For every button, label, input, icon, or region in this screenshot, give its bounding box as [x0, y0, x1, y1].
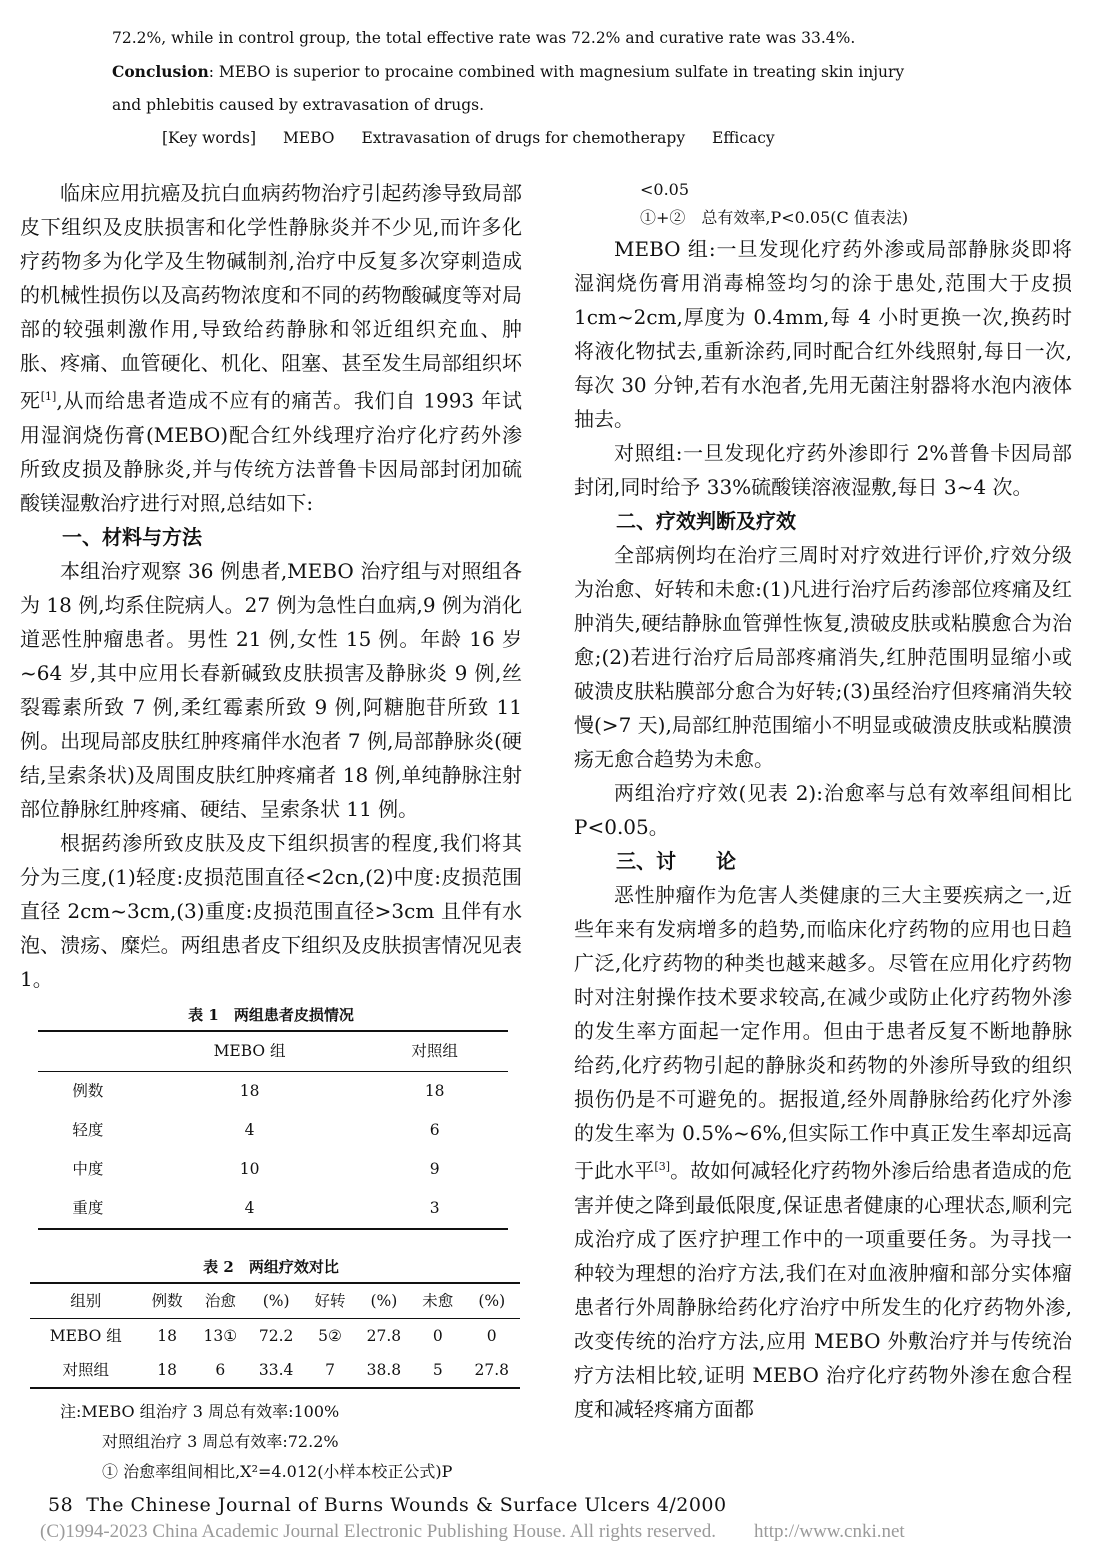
table-cell: 18 — [157, 1326, 177, 1345]
body-paragraph: 本组治疗观察 36 例患者,MEBO 治疗组与对照组各为 18 例,均系住院病人。27 例为急性白血病,9 例为消化道恶性肿瘤患者。男性 21 例,女性 15 例。年龄 16 岁~64 岁,其中应用长春新碱致皮肤损害及静脉炎 9 例,丝裂霉素所致 7 例,柔红霉素所致 9 例,阿糖胞苷所致 11 例。出现局部皮肤红肿疼痛伴水泡者 7 例,局部静脉炎(硬结,呈索条状)及周围皮肤红肿疼痛者 18 例,单纯静脉注射部位静脉红肿疼痛、硬结、呈索条状 11 例。 — [20, 558, 522, 821]
table2-caption: 表 2 两组疗效对比 — [203, 1257, 339, 1276]
page-footer — [48, 1494, 727, 1516]
table-cell: 72.2 — [258, 1326, 294, 1345]
discussion-text-end: 。故如何减轻化疗药物外渗后给患者造成的危害并使之降到最低限度,保证患者健康的心理状态,顺利完成治疗成了医疗护理工作中的一项重要任务。为寻找一种较为理想的治疗方法,我们在对血液肿瘤和部分实体瘤患者行外周静脉给药化疗治疗中所发生的化疗药物外渗,改变传统的治疗方法,应用 MEBO 外敷治疗并与传统治疗方法相比较,证明 MEBO 治疗化疗药物外渗在愈合程度和减轻疼痛方面都 — [574, 1158, 1073, 1421]
intro-text-end: ,从而给患者造成不应有的痛苦。我们自 1993 年试用湿润烧伤膏(MEBO)配合红外线理疗治疗化疗药外渗所致皮损及静脉炎,并与传统方法普鲁卡因局部封闭加硫酸镁湿敷治疗进行对照,总结如下: — [20, 388, 522, 515]
keywords-line — [112, 122, 992, 155]
table-cell: 38.8 — [366, 1360, 402, 1379]
conclusion-text: : MEBO is superior to procaine combined with magnesium sulfate in treating skin injury — [208, 63, 905, 81]
table-cell: 18 — [239, 1082, 260, 1101]
table-cell: 4 — [244, 1121, 255, 1140]
right-column — [574, 176, 1072, 1426]
section-heading: 三、讨 论 — [616, 849, 736, 873]
table-header: 治愈 — [204, 1291, 236, 1310]
table-cell: 6 — [429, 1121, 440, 1140]
page-number: 58 — [48, 1494, 74, 1516]
keyword: Extravasation of drugs for chemotherapy — [361, 129, 686, 147]
table-cell: 轻度 — [72, 1121, 104, 1140]
note-line: 对照组治疗 3 周总有效率:72.2% — [102, 1431, 339, 1451]
body-paragraph: 根据药渗所致皮肤及皮下组织损害的程度,我们将其分为三度,(1)轻度:皮损范围直径<2cn,(2)中度:皮损范围直径 2cm~3cm,(3)重度:皮损范围直径>3cm 且伴有水泡、溃疡、糜烂。两组患者皮下组织及皮肤损害情况见表 1。 — [20, 830, 522, 991]
table-cell: 6 — [215, 1360, 226, 1379]
abstract-block — [112, 22, 992, 155]
table-cell: 10 — [239, 1160, 260, 1179]
citation: [1] — [40, 390, 57, 403]
table-row — [30, 1353, 520, 1388]
table-header: 未愈 — [422, 1291, 454, 1310]
table-row — [30, 1318, 520, 1353]
table2 — [30, 1282, 520, 1389]
note-line: 注:MEBO 组治疗 3 周总有效率:100% — [60, 1401, 340, 1421]
journal-name: The Chinese Journal of Burns Wounds & Surface Ulcers 4/2000 — [86, 1494, 727, 1516]
left-column — [20, 176, 522, 1487]
note-line: ① 治愈率组间相比,X²=4.012(小样本校正公式)P — [102, 1461, 453, 1481]
table-header: 组别 — [70, 1291, 102, 1310]
table-cell: 33.4 — [258, 1360, 294, 1379]
table-header: (%) — [262, 1291, 290, 1310]
table-cell: 对照组 — [62, 1360, 109, 1379]
table-header — [38, 1031, 138, 1072]
table-header: (%) — [478, 1291, 506, 1310]
table-cell: 27.8 — [366, 1326, 402, 1345]
table-notes — [20, 1397, 522, 1487]
note-continuation: <0.05 — [640, 180, 690, 199]
table-cell: 7 — [325, 1360, 335, 1379]
intro-text: 临床应用抗癌及抗白血病药物治疗引起药渗导致局部皮下组织及皮肤损害和化学性静脉炎并不少见,而许多化疗药物多为化学及生物碱制剂,治疗中反复多次穿刺造成的机械性损伤以及高药物浓度和不同的药物酸碱度等对局部的较强刺激作用,导致给药静脉和邻近组织充血、肿胀、疼痛、血管硬化、机化、阻塞、甚至发生局部组织坏死 — [20, 181, 522, 413]
table1 — [38, 1030, 508, 1230]
table-cell: 4 — [244, 1199, 255, 1218]
table1-caption: 表 1 两组患者皮损情况 — [188, 1005, 354, 1024]
copyright-watermark: (C)1994-2023 China Academic Journal Electronic Publishing House. All rights reserved. http://www.cnki.net — [40, 1521, 905, 1542]
table-cell: 9 — [429, 1160, 440, 1179]
table-row — [38, 1071, 508, 1111]
table-row — [38, 1111, 508, 1150]
table-header: 例数 — [151, 1291, 183, 1310]
table-cell: 0 — [486, 1326, 497, 1345]
abstract-line: and phlebitis caused by extravasation of drugs. — [112, 96, 485, 114]
table-cell: 0 — [432, 1326, 443, 1345]
table-row — [38, 1189, 508, 1229]
discussion-paragraph — [574, 878, 1072, 1426]
table-cell: 5② — [318, 1326, 342, 1345]
keyword: MEBO — [282, 129, 335, 147]
keyword: Efficacy — [712, 129, 775, 147]
conclusion-label: Conclusion — [112, 62, 209, 81]
table-cell: 27.8 — [474, 1360, 509, 1379]
table-header-row — [38, 1031, 508, 1072]
abstract-line: 72.2%, while in control group, the total effective rate was 72.2% and curative rate was 33.4%. — [112, 29, 856, 47]
table-cell: 18 — [157, 1360, 177, 1379]
body-paragraph: 对照组:一旦发现化疗药外渗即行 2%普鲁卡因局部封闭,同时给予 33%硫酸镁溶液湿敷,每日 3~4 次。 — [574, 441, 1072, 499]
intro-paragraph — [20, 176, 522, 520]
body-paragraph: 两组治疗疗效(见表 2):治愈率与总有效率组间相比 P<0.05。 — [574, 781, 1072, 839]
table-header-row — [30, 1283, 520, 1319]
discussion-text: 恶性肿瘤作为危害人类健康的三大主要疾病之一,近些年来有发病增多的趋势,而临床化疗药物的应用也日趋广泛,化疗药物的种类也越来越多。尽管在应用化疗药物时对注射操作技术要求较高,在减少或防止化疗药物外渗的发生率方面起一定作用。但由于患者反复不断地静脉给药,化疗药物引起的静脉炎和药物的外渗所导致的组织损伤仍是不可避免的。据报道,经外周静脉给药化疗外渗的发生率为 0.5%~6%,但实际工作中真正发生率却远高于此水平 — [574, 883, 1072, 1183]
table-header: (%) — [370, 1291, 398, 1310]
keywords-label: [Key words] — [162, 129, 256, 147]
table-header: 好转 — [314, 1291, 346, 1310]
table-cell: 18 — [424, 1082, 445, 1101]
table-header: MEBO 组 — [213, 1042, 286, 1061]
table-cell: 重度 — [72, 1199, 104, 1218]
section-heading: 一、材料与方法 — [62, 524, 202, 549]
citation: [3] — [654, 1160, 670, 1173]
body-paragraph: MEBO 组:一旦发现化疗药外渗或局部静脉炎即将湿润烧伤膏用消毒棉签均匀的涂于患处,范围大于皮损 1cm~2cm,厚度为 0.4mm,每 4 小时更换一次,换药时将液化物拭去,重新涂药,同时配合红外线照射,每日一次,每次 30 分钟,若有水泡者,先用无菌注射器将水泡内液体抽去。 — [574, 237, 1072, 431]
table-cell: 5 — [432, 1360, 443, 1379]
note-continuation: ①+② 总有效率,P<0.05(C 值表法) — [640, 208, 909, 227]
section-heading: 二、疗效判断及疗效 — [616, 509, 796, 533]
body-paragraph: 全部病例均在治疗三周时对疗效进行评价,疗效分级为治愈、好转和未愈:(1)凡进行治疗后药渗部位疼痛及红肿消失,硬结静脉血管弹性恢复,溃破皮肤或粘膜愈合为治愈;(2)若进行治疗后局部疼痛消失,红肿范围明显缩小或破溃皮肤粘膜部分愈合为好转;(3)虽经治疗但疼痛消失较慢(>7 天),局部红肿范围缩小不明显或破溃皮肤或粘膜溃疡无愈合趋势为未愈。 — [574, 543, 1072, 771]
abstract-conclusion — [112, 55, 992, 89]
table-header: 对照组 — [411, 1042, 458, 1061]
table-cell: 中度 — [72, 1160, 104, 1179]
table-cell: 13① — [203, 1326, 238, 1345]
table-cell: 例数 — [72, 1082, 104, 1101]
table-row — [38, 1150, 508, 1189]
table-cell: MEBO 组 — [49, 1326, 122, 1345]
table-cell: 3 — [429, 1199, 440, 1218]
